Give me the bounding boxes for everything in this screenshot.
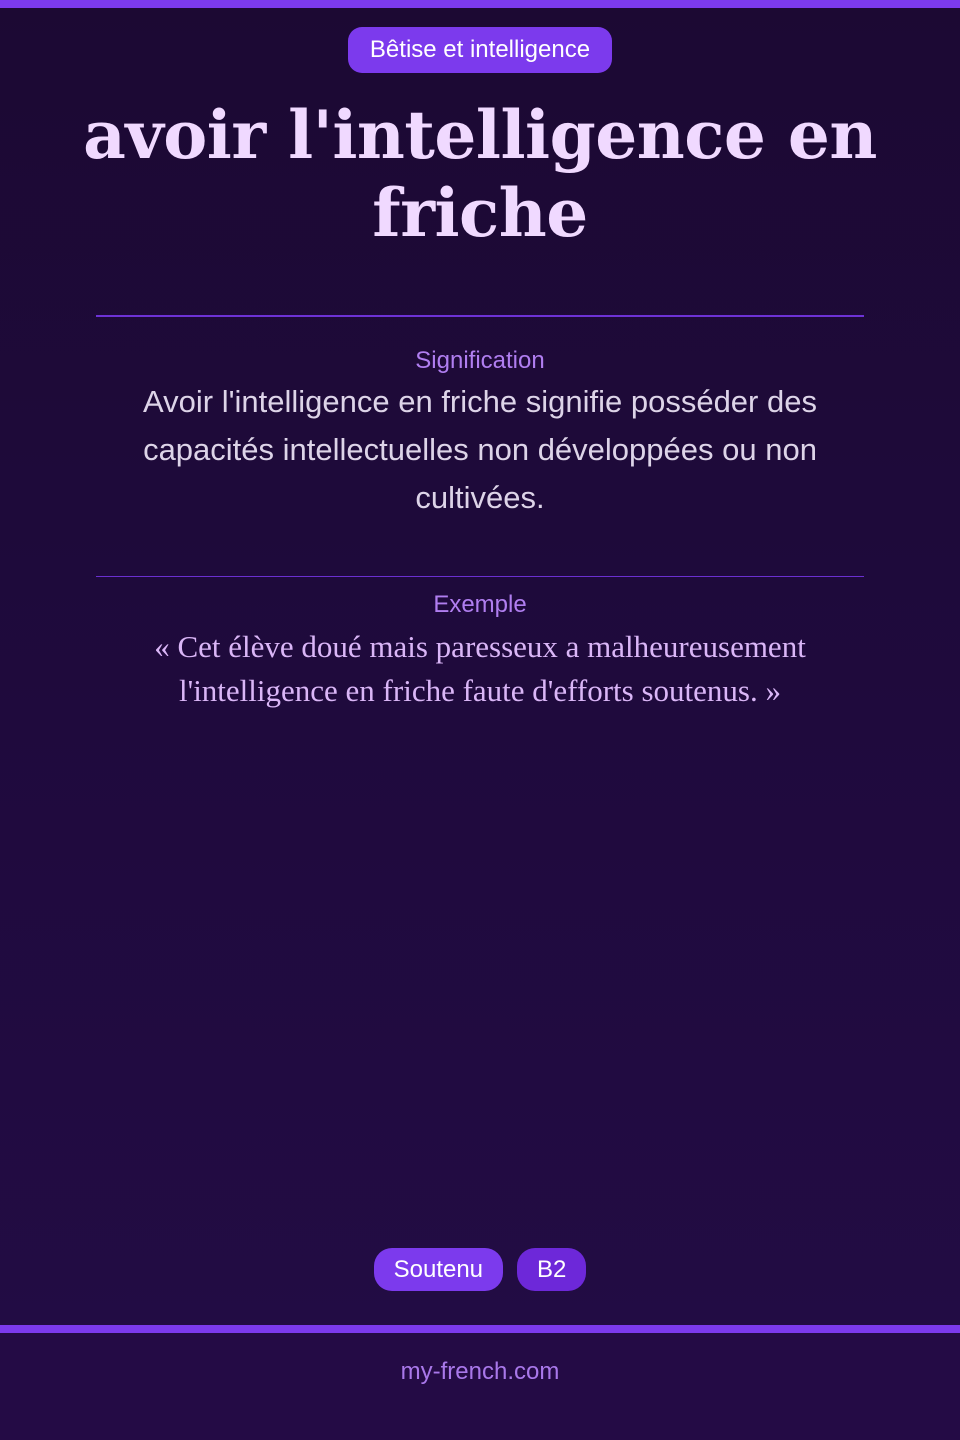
expression-title: avoir l'intelligence en friche <box>83 96 877 252</box>
register-tag: Soutenu <box>374 1248 503 1291</box>
example-text: « Cet élève doué mais paresseux a malheureusement l'intelligence en friche faute d'efforts soutenus. » <box>154 629 806 708</box>
divider-middle <box>96 576 864 577</box>
divider-top <box>96 315 864 317</box>
footer-accent-bar <box>0 1325 960 1333</box>
example-label: Exemple <box>433 591 527 618</box>
meaning-text: Avoir l'intelligence en friche signifie posséder des capacités intellectuelles non développées ou non cultivées. <box>143 384 817 515</box>
meaning-label: Signification <box>415 347 545 374</box>
category-badge: Bêtise et intelligence <box>348 27 612 73</box>
tag-list <box>0 1248 960 1291</box>
level-tag: B2 <box>517 1248 586 1291</box>
top-accent-bar <box>0 0 960 8</box>
site-name: my-french.com <box>400 1358 560 1385</box>
